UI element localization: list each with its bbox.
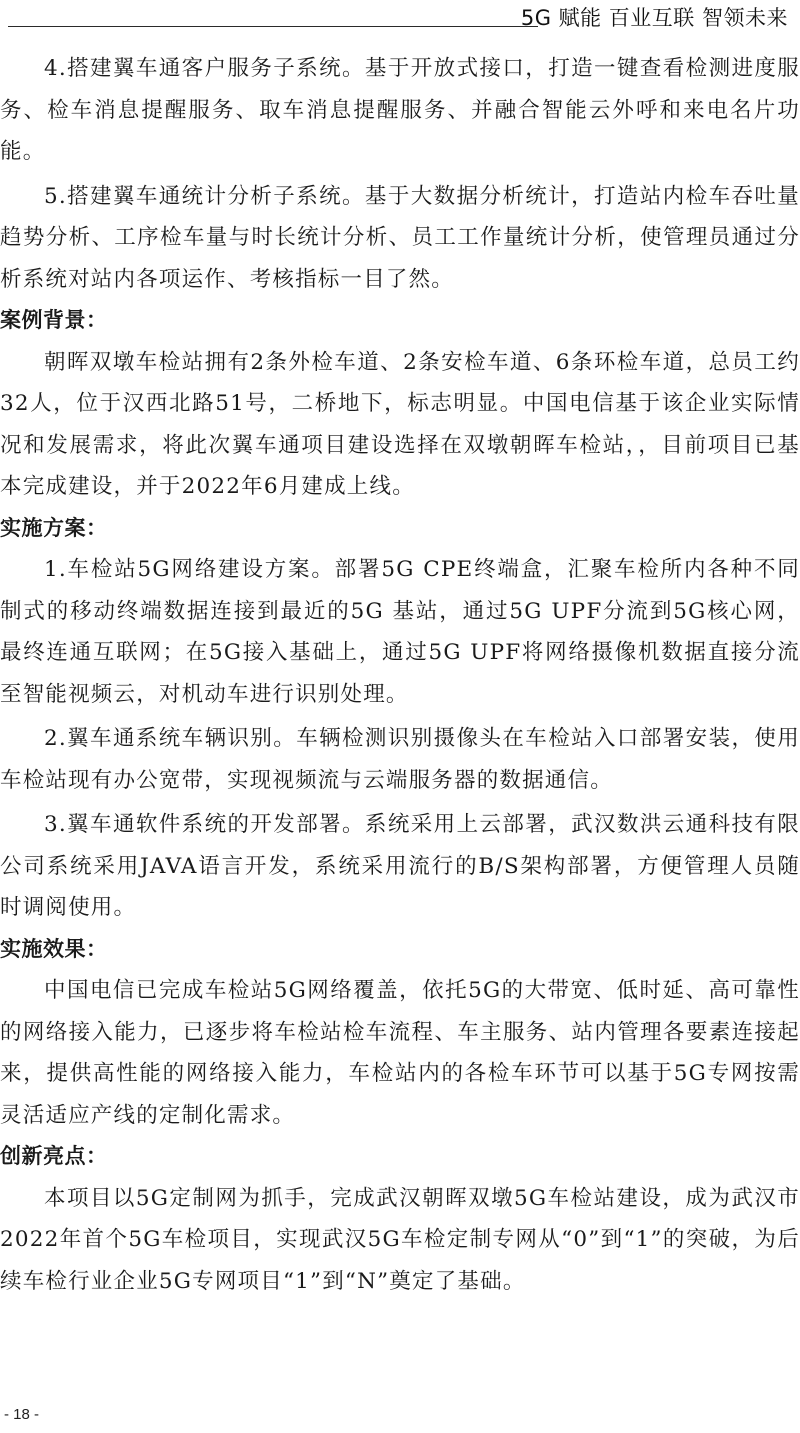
paragraph-implementation-effect: 中国电信已完成车检站5G网络覆盖，依托5G的大带宽、低时延、高可靠性的网络接入能力，已逐步将车检站检车流程、车主服务、站内管理各要素连接起来，提供高性能的网络接入能力，车检站内的各检车环节可以基于5G专网按需灵活适应产线的定制化需求。 <box>0 978 800 1128</box>
paragraph-software-deployment: 3.翼车通软件系统的开发部署。系统采用上云部署，武汉数洪云通科技有限公司系统采用JAVA语言开发，系统采用流行的B/S架构部署，方便管理人员随时调阅使用。 <box>0 812 800 920</box>
paragraph-customer-service-subsystem: 4.搭建翼车通客户服务子系统。基于开放式接口，打造一键查看检测进度服务、检车消息提醒服务、取车消息提醒服务、并融合智能云外呼和来电名片功能。 <box>0 56 800 164</box>
page-number: - 18 - <box>4 1406 40 1423</box>
heading-innovation-highlights: 创新亮点： <box>0 1144 108 1168</box>
paragraph-statistics-subsystem: 5.搭建翼车通统计分析子系统。基于大数据分析统计，打造站内检车吞吐量趋势分析、工序检车量与时长统计分析、员工工作量统计分析，使管理员通过分析系统对站内各项运作、考核指标一目了然。 <box>0 183 800 292</box>
paragraph-case-background: 朝晖双墩车检站拥有2条外检车道、2条安检车道、6条环检车道，总员工约32人，位于汉西北路51号，二桥地下，标志明显。中国电信基于该企业实际情况和发展需求，将此次翼车通项目建设选择在双墩朝晖车检站，，目前项目已基本完成建设，并于2022年6月建成上线。 <box>0 349 800 499</box>
header-title: 5G 赋能 百业互联 智领未来 <box>520 6 788 30</box>
heading-implementation-plan: 实施方案： <box>0 515 108 540</box>
heading-implementation-effect: 实施效果： <box>0 936 108 961</box>
paragraph-5g-network-plan: 1.车检站5G网络建设方案。部署5G CPE终端盒，汇聚车检所内各种不同制式的移动终端数据连接到最近的5G 基站，通过5G UPF分流到5G核心网，最终连通互联网；在5G接入基础上，通过5G UPF将网络摄像机数据直接分流至智能视频云，对机动车进行识别处理。 <box>0 557 800 707</box>
paragraph-vehicle-recognition: 2.翼车通系统车辆识别。车辆检测识别摄像头在车检站入口部署安装，使用车检站现有办公宽带，实现视频流与云端服务器的数据通信。 <box>0 726 800 793</box>
document-body <box>0 48 800 1302</box>
heading-case-background: 案例背景： <box>0 308 108 332</box>
header-rule <box>8 26 538 27</box>
paragraph-innovation-highlights: 本项目以5G定制网为抓手，完成武汉朝晖双墩5G车检站建设，成为武汉市2022年首个5G车检项目，实现武汉5G车检定制专网从“0”到“1”的突破，为后续车检行业企业5G专网项目“1”到“N”奠定了基础。 <box>0 1185 800 1294</box>
